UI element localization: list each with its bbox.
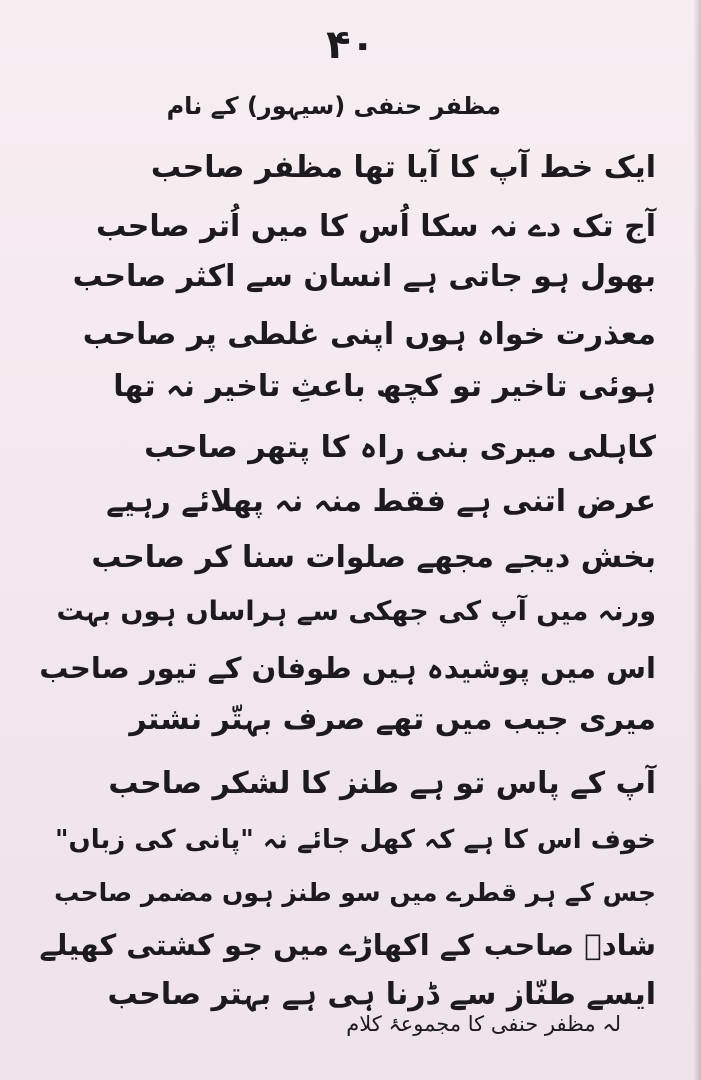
page-number: ۴۰ xyxy=(326,22,375,68)
verse-line-2: آج تک دے نہ سکا اُس کا میں اُتر صاحب xyxy=(96,209,656,244)
verse-line-7: عرض اتنی ہے فقط منہ نہ پھلائے رہیے xyxy=(106,484,656,519)
verse-line-13: خوف اس کا ہے کہ کھل جائے نہ "پانی کی زباں" xyxy=(54,825,656,855)
verse-line-8: بخش دیجے مجھے صلوات سنا کر صاحب xyxy=(91,540,656,575)
verse-line-1: ایک خط آپ کا آیا تھا مظفر صاحب xyxy=(150,150,656,185)
verse-line-14: جس کے ہر قطرے میں سو طنز ہوں مضمر صاحب xyxy=(54,878,656,907)
verse-line-6: کاہلی میری بنی راہ کا پتھر صاحب xyxy=(144,430,656,465)
verse-line-11: میری جیب میں تھے صرف بہتّر نشتر xyxy=(129,702,656,737)
verse-line-15: شادؔ صاحب کے اکھاڑے میں جو کشتی کھیلے xyxy=(39,928,656,962)
verse-line-4: معذرت خواہ ہوں اپنی غلطی پر صاحب xyxy=(82,317,656,352)
verse-line-16: ایسے طنّاز سے ڈرنا ہی ہے بہتر صاحب xyxy=(107,977,656,1012)
verse-line-12: آپ کے پاس تو ہے طنز کا لشکر صاحب xyxy=(108,766,656,801)
verse-line-9: ورنہ میں آپ کی جھکی سے ہراساں ہوں بہت xyxy=(56,596,656,627)
verse-line-5: ہوئی تاخیر تو کچھ باعثِ تاخیر نہ تھا xyxy=(113,369,656,404)
page-edge-shadow xyxy=(693,0,701,1080)
verse-line-10: اس میں پوشیدہ ہیں طوفان کے تیور صاحب xyxy=(39,651,656,685)
footnote: لہ مظفر حنفی کا مجموعۂ کلام xyxy=(346,1012,621,1036)
verse-line-3: بھول ہو جاتی ہے انسان سے اکثر صاحب xyxy=(72,259,656,294)
poem-heading: مظفر حنفی (سیہور) کے نام xyxy=(166,92,501,120)
